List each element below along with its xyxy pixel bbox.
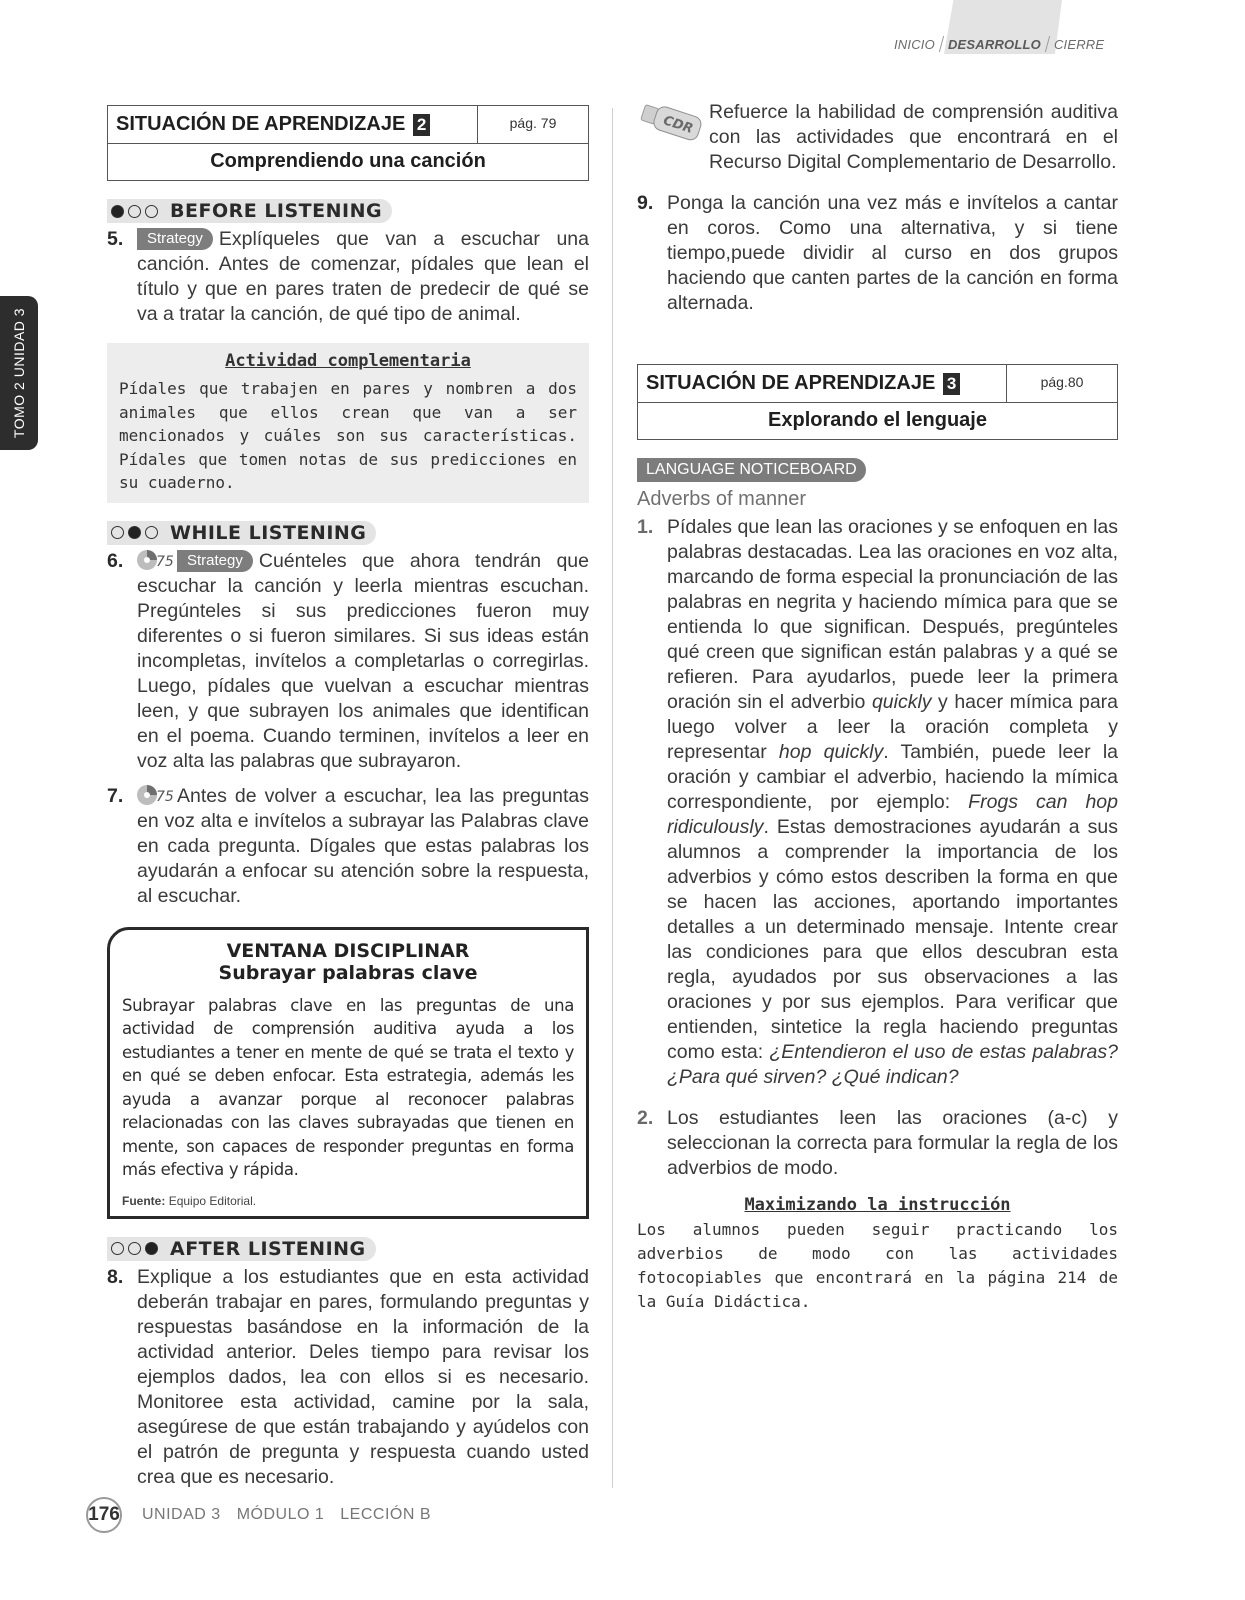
page-reference: pág. 79 [509, 115, 557, 131]
situacion-subtitle: Comprendiendo una canción [210, 150, 486, 172]
phase-dot-icon [128, 205, 141, 218]
audio-cd-icon [137, 784, 175, 806]
situacion-number: 3 [943, 373, 960, 395]
item-text: Cuénteles que ahora tendrán que escuchar la canción y leerla mientras escuchan. Pregúnteles si sus predicciones fueron muy diferentes o si fueron similares. Si sus ideas están incompletas, invítelos a completarlas o corregirlas. Luego, pídales que vuelvan a escuchar mientras leen, y que subrayen los animales que identifican en el poema. Cuando terminen, invítelos a leer en voz alta las palabras que subrayaron. [137, 549, 589, 772]
ventana-body: Subrayar palabras clave en las preguntas de una actividad de comprensión auditiva ayuda a los estudiantes a tener en mente de qué se trata el texto y en qué se deben enfocar. Esta estrategia, además les ayuda a avanzar porque al reconocer palabras relacionadas con las claves subrayadas que tienen en mente, son capaces de responder preguntas en forma más efectiva y rápida. [122, 995, 574, 1179]
phase-label: WHILE LISTENING [170, 521, 367, 544]
item-number: 6. [107, 549, 124, 572]
situacion-box-3 [637, 364, 1118, 440]
footer-unidad: UNIDAD 3 [142, 1506, 221, 1523]
audio-cd-icon [137, 549, 175, 571]
phase-dot-icon [145, 205, 158, 218]
item-number: 5. [107, 228, 124, 250]
page-footer [86, 1497, 447, 1533]
actividad-heading: Actividad complementaria [225, 351, 471, 371]
item-number: 7. [107, 784, 124, 807]
actividad-body: Pídales que trabajen en pares y nombren a dos animales que ellos crean que van a ser mencionados y cuáles son sus características. Pídales que tomen notas de sus predicciones en su cuaderno. [119, 379, 577, 492]
phase-label: BEFORE LISTENING [170, 200, 383, 222]
phase-dot-icon [145, 526, 158, 539]
phase-dot-icon [128, 526, 141, 539]
item-text: Explique a los estudiantes que en esta actividad deberán trabajar en pares, formulando preguntas y respuestas basándose en la información de la actividad anterior. Deles tiempo para revisar los ejemplos dados, lea con ellos si es necesario. Monitoree esta actividad, camine por la sala, asegúrese de que están trabajando y ayúdelos con el patrón de pregunta y respuesta cuando usted crea que es necesario. [137, 1265, 589, 1488]
item-5 [107, 227, 589, 327]
item-number: 9. [637, 192, 654, 214]
maximizando-heading: Maximizando la instrucción [744, 1195, 1011, 1215]
item-8 [107, 1265, 589, 1490]
item-text: Ponga la canción una vez más e invítelos a cantar en coros. Como una alternativa, y si tiene tiempo,puede dividir al curso en dos grupos haciendo que canten partes de la canción en forma alternada. [667, 192, 1118, 314]
strategy-badge: Strategy [177, 550, 253, 572]
page-number: 176 [86, 1497, 122, 1533]
section-breadcrumb [894, 36, 1104, 52]
item-1 [637, 515, 1118, 1090]
phase-label: AFTER LISTENING [170, 1237, 366, 1260]
after-listening-bar [107, 1237, 376, 1261]
item-6 [107, 549, 589, 774]
nav-cierre: CIERRE [1053, 37, 1105, 52]
maximizando-body: Los alumnos pueden seguir practicando los adverbios de modo con las actividades fotocopiables que encontrará en la página 214 de la Guía Didáctica. [637, 1220, 1118, 1311]
item-text: Antes de volver a escuchar, lea las preguntas en voz alta e invítelos a subrayar las Palabras clave en cada pregunta. Dígales que estas palabras los ayudarán a enfocar su atención sobre la respuesta, al escuchar. [137, 784, 589, 907]
svg-text:75: 75 [156, 553, 174, 570]
situacion-box-2 [107, 105, 589, 181]
ventana-source: Fuente: Equipo Editorial. [122, 1193, 257, 1208]
ventana-subtitle: Subrayar palabras clave [218, 961, 478, 984]
phase-dot-icon [111, 526, 124, 539]
situacion-number: 2 [413, 114, 430, 136]
cdr-resource-note [637, 100, 1118, 175]
ventana-title: VENTANA DISCIPLINAR [226, 939, 470, 962]
language-noticeboard-badge: LANGUAGE NOTICEBOARD [637, 458, 866, 482]
ventana-disciplinar-box [107, 927, 589, 1219]
phase-dot-icon [128, 1242, 141, 1255]
phase-dot-icon [111, 1242, 124, 1255]
situacion-subtitle: Explorando el lenguaje [768, 409, 987, 431]
right-column [637, 100, 1118, 1314]
item-text: Los estudiantes leen las oraciones (a-c) y seleccionan la correcta para formular la regla de los adverbios de modo. [667, 1107, 1118, 1179]
item-number: 2. [637, 1107, 654, 1129]
page-reference: pág.80 [1040, 374, 1084, 390]
phase-dot-icon [145, 1242, 158, 1255]
phase-dot-icon [111, 205, 124, 218]
left-column [107, 105, 589, 1490]
maximizando-box [637, 1195, 1118, 1314]
footer-modulo: MÓDULO 1 [236, 1506, 325, 1523]
item-7 [107, 784, 589, 909]
item-number: 8. [107, 1265, 124, 1288]
cdr-text: Refuerce la habilidad de comprensión auditiva con las actividades que encontrará en el Recurso Digital Complementario de Desarrollo. [709, 101, 1118, 173]
situacion-title: SITUACIÓN DE APRENDIZAJE [116, 113, 406, 135]
usb-drive-icon [637, 100, 709, 148]
item-text: Pídales que lean las oraciones y se enfoquen en las palabras destacadas. Lea las oraciones en voz alta, marcando de forma especial la pronunciación de las palabras en negrita y haciendo mímica para que se entienda lo que significan. Después, pregúnteles qué creen que significan están palabras y a qué se refieren. Para ayudarlos, puede leer la primera oración sin el adverbio quickly y hacer mímica para luego volver a leer la oración completa y representar hop quickly. También, puede leer la oración y cambiar el adverbio, haciendo la mímica correspondiente, por ejemplo: Frogs can hop ridiculously. Estas demostraciones ayudarán a sus alumnos a comprender la importancia de los adverbios y cómo estos describen la forma en que se hacen las acciones, aportando importantes detalles a un determinado mensaje. Intente crear las condiciones para que ellos descubran esta regla, ayudados por sus observaciones a las oraciones y por sus ejemplos. Para verificar que entienden, sintetice la regla haciendo preguntas como esta: ¿Entendieron el uso de estas palabras? ¿Para qué sirven? ¿Qué indican? [667, 516, 1119, 1088]
item-9 [637, 191, 1118, 316]
item-2 [637, 1106, 1118, 1181]
nav-desarrollo: DESARROLLO [947, 37, 1041, 52]
item-number: 1. [637, 516, 654, 538]
strategy-badge: Strategy [137, 228, 213, 250]
footer-leccion: LECCIÓN B [340, 1506, 432, 1523]
svg-text:75: 75 [156, 788, 174, 805]
svg-text:CDR: CDR [661, 113, 695, 137]
volume-unit-tab: TOMO 2 UNIDAD 3 [0, 296, 38, 450]
column-divider [612, 108, 613, 1488]
before-listening-bar [107, 199, 392, 223]
situacion-title: SITUACIÓN DE APRENDIZAJE [646, 372, 936, 394]
nav-inicio: INICIO [894, 37, 935, 52]
item-text: Explíqueles que van a escuchar una canción. Antes de comenzar, pídales que lean el título y que en pares traten de predecir de qué se va a tratar la canción, de qué tipo de animal. [137, 228, 589, 325]
section-subheading: Adverbs of manner [637, 488, 806, 510]
while-listening-bar [107, 521, 376, 545]
actividad-complementaria-box [107, 343, 589, 503]
